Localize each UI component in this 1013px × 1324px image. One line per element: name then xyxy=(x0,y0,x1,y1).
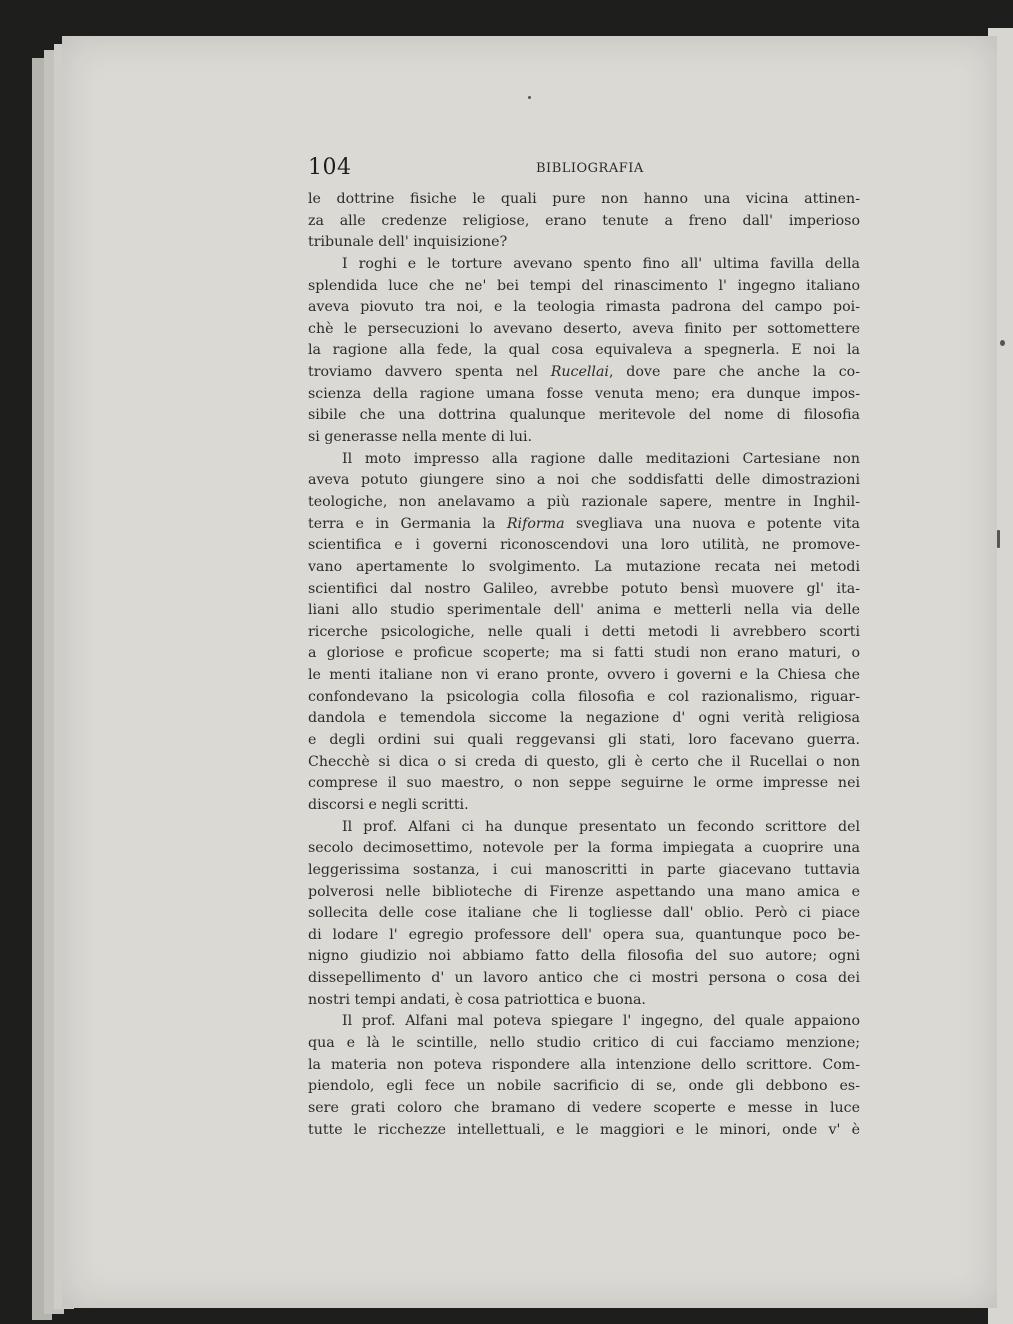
line-segment: troviamo davvero spenta nel xyxy=(308,364,551,381)
text-line: sibile che una dottrina qualunque meritevole del nome di filosofia xyxy=(308,407,860,424)
text-line: nigno giudizio noi abbiamo fatto della filosofia del suo autore; ogni xyxy=(308,948,860,965)
text-line: si generasse nella mente di lui. xyxy=(308,429,533,446)
text-line: secolo decimosettimo, notevole per la forma impiegata a cuoprire una xyxy=(308,840,860,857)
body-text xyxy=(308,189,860,1141)
text-line: leggerissima sostanza, i cui manoscritti in parte giacevano tuttavia xyxy=(308,861,860,878)
text-line: ricerche psicologiche, nelle quali i detti metodi li avrebbero scorti xyxy=(308,623,860,640)
line-segment: terra e in Germania la xyxy=(308,515,507,532)
running-head: BIBLIOGRAFIA xyxy=(536,161,644,176)
text-line: scientifici dal nostro Galileo, avrebbe potuto bensì muovere gl' ita- xyxy=(308,580,860,597)
text-line: e degli ordini sui quali reggevansi gli stati, loro facevano guerra. xyxy=(308,732,860,749)
text-line: aveva potuto giungere sino a noi che soddisfatti delle dimostrazioni xyxy=(308,472,860,489)
text-line: Il moto impresso alla ragione dalle meditazioni Cartesiane non xyxy=(342,450,860,467)
text-line: dandola e temendola siccome la negazione d' ogni verità religiosa xyxy=(308,710,860,727)
text-line: tribunale dell' inquisizione? xyxy=(308,234,508,251)
text-line: qua e là le scintille, nello studio critico di cui facciamo menzione; xyxy=(308,1034,860,1051)
italic-name: Rucellai xyxy=(550,364,609,381)
text-line: di lodare l' egregio professore dell' opera sua, quantunque poco be- xyxy=(308,926,860,943)
page-number: 104 xyxy=(308,155,352,180)
text-line: chè le persecuzioni lo avevano deserto, aveva finito per sottomettere xyxy=(308,320,860,337)
text-line: splendida luce che ne' bei tempi del rinascimento l' ingegno italiano xyxy=(308,277,860,294)
page-header xyxy=(308,155,860,185)
text-line: dissepellimento d' un lavoro antico che ci mostri persona o cosa dei xyxy=(308,970,860,987)
text-line: comprese il suo maestro, o non seppe seguirne le orme impresse nei xyxy=(308,775,860,792)
text-line: piendolo, egli fece un nobile sacrificio di se, onde gli debbono es- xyxy=(308,1078,860,1095)
margin-mark xyxy=(1000,340,1005,346)
text-line: I roghi e le torture avevano spento fino all' ultima favilla della xyxy=(342,255,860,272)
text-line: le menti italiane non vi erano pronte, ovvero i governi e la Chiesa che xyxy=(308,667,860,684)
text-line: scientifica e i governi riconoscendovi una loro utilità, ne promove- xyxy=(308,537,860,554)
text-line: a gloriose e proficue scoperte; ma si fatti studi non erano maturi, o xyxy=(308,645,860,662)
text-line: nostri tempi andati, è cosa patriottica e buona. xyxy=(308,991,646,1008)
italic-name: Riforma xyxy=(506,515,565,532)
text-line: vano apertamente lo svolgimento. La mutazione recata nei metodi xyxy=(308,558,860,575)
text-line: aveva piovuto tra noi, e la teologia rimasta padrona del campo poi- xyxy=(308,299,860,316)
text-line: za alle credenze religiose, erano tenute a freno dall' imperioso xyxy=(308,212,860,229)
text-line xyxy=(308,362,860,384)
line-segment: , dove pare che anche la co- xyxy=(608,364,860,381)
text-line: sollecita delle cose italiane che li togliesse dall' oblio. Però ci piace xyxy=(308,905,860,922)
text-line: Il prof. Alfani mal poteva spiegare l' ingegno, del quale appaiono xyxy=(342,1013,860,1030)
text-line: sere grati coloro che bramano di vedere scoperte e messe in luce xyxy=(308,1099,860,1116)
text-line: liani allo studio sperimentale dell' anima e metterli nella via delle xyxy=(308,602,860,619)
text-line: la ragione alla fede, la qual cosa equivaleva a spegnerla. E noi la xyxy=(308,342,860,359)
text-line: Checchè si dica o si creda di questo, gli è certo che il Rucellai o non xyxy=(308,753,860,770)
margin-mark xyxy=(997,530,1000,548)
paper-speck xyxy=(528,96,531,99)
text-line: tutte le ricchezze intellettuali, e le maggiori e le minori, onde v' è xyxy=(308,1121,860,1138)
text-line xyxy=(308,514,860,536)
text-line: scienza della ragione umana fosse venuta meno; era dunque impos- xyxy=(308,385,860,402)
text-line: confondevano la psicologia colla filosofia e col razionalismo, riguar- xyxy=(308,688,860,705)
text-line: discorsi e negli scritti. xyxy=(308,796,469,813)
text-line: Il prof. Alfani ci ha dunque presentato un fecondo scrittore del xyxy=(342,818,860,835)
text-line: la materia non poteva rispondere alla intenzione dello scrittore. Com- xyxy=(308,1056,860,1073)
text-line: teologiche, non anelavamo a più razionale sapere, mentre in Inghil- xyxy=(308,493,860,510)
text-line: polverosi nelle biblioteche di Firenze aspettando una mano amica e xyxy=(308,883,860,900)
line-segment: svegliava una nuova e potente vita xyxy=(564,515,860,532)
text-line: le dottrine fisiche le quali pure non hanno una vicina attinen- xyxy=(308,191,860,207)
